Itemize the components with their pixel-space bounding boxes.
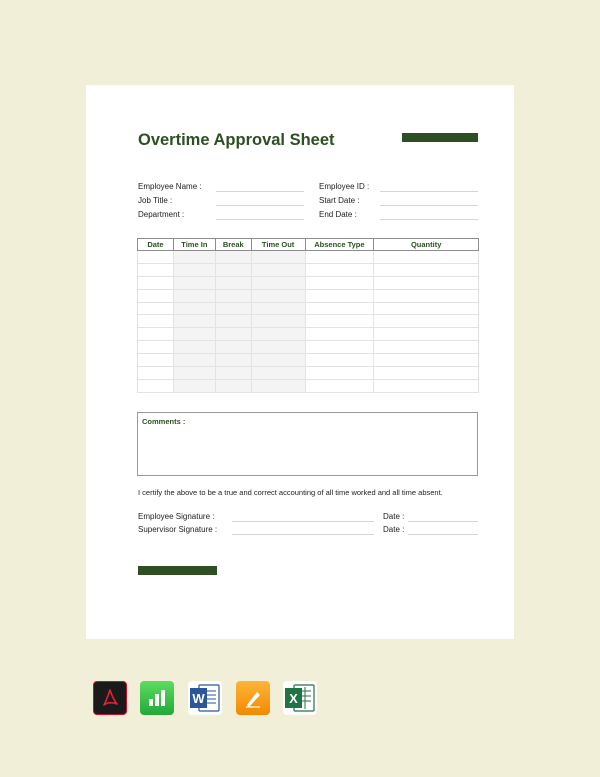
table-cell[interactable] [305,367,374,380]
table-cell[interactable] [305,263,374,276]
document-page [86,85,514,639]
table-cell[interactable] [251,263,305,276]
comments-box[interactable] [137,412,478,476]
table-cell[interactable] [251,341,305,354]
table-cell[interactable] [374,263,479,276]
table-row [138,251,479,264]
field-employee-name-line[interactable] [216,191,304,192]
table-cell[interactable] [173,289,215,302]
table-cell[interactable] [305,328,374,341]
table-cell[interactable] [251,251,305,264]
table-cell[interactable] [215,276,251,289]
table-cell[interactable] [251,328,305,341]
header-accent-bar [402,133,478,142]
table-cell[interactable] [173,302,215,315]
overtime-table [137,238,479,393]
table-cell[interactable] [215,328,251,341]
document-title: Overtime Approval Sheet [138,131,335,149]
column-header-quantity: Quantity [374,239,479,251]
table-cell[interactable] [173,354,215,367]
field-employee-id-line[interactable] [380,191,478,192]
table-cell[interactable] [138,315,174,328]
table-cell[interactable] [173,263,215,276]
table-cell[interactable] [305,251,374,264]
supervisor-signature-label: Supervisor Signature : [138,525,218,534]
field-start-date-line[interactable] [380,205,478,206]
field-job-title-line[interactable] [216,205,304,206]
table-cell[interactable] [138,367,174,380]
supervisor-signature-line[interactable] [232,534,374,535]
table-cell[interactable] [374,276,479,289]
field-end-date-label: End Date : [319,210,357,219]
table-cell[interactable] [173,315,215,328]
table-row [138,315,479,328]
field-employee-id-label: Employee ID : [319,182,370,191]
table-cell[interactable] [173,276,215,289]
table-cell[interactable] [173,379,215,392]
table-row [138,263,479,276]
field-start-date-label: Start Date : [319,196,360,205]
table-cell[interactable] [138,354,174,367]
table-cell[interactable] [173,251,215,264]
employee-signature-date-label: Date : [383,512,405,521]
column-header-break: Break [215,239,251,251]
table-cell[interactable] [251,367,305,380]
table-cell[interactable] [215,315,251,328]
excel-icon[interactable] [283,681,317,715]
table-cell[interactable] [173,341,215,354]
table-cell[interactable] [374,289,479,302]
table-cell[interactable] [374,354,479,367]
svg-text:W: W [192,691,205,706]
table-cell[interactable] [138,263,174,276]
table-cell[interactable] [251,379,305,392]
employee-signature-label: Employee Signature : [138,512,215,521]
table-cell[interactable] [215,251,251,264]
table-cell[interactable] [138,328,174,341]
field-employee-name-label: Employee Name : [138,182,202,191]
table-cell[interactable] [374,302,479,315]
table-cell[interactable] [173,328,215,341]
table-row [138,379,479,392]
table-row [138,276,479,289]
certification-statement: I certify the above to be a true and correct accounting of all time worked and all time absent. [138,488,443,497]
employee-signature-date-line[interactable] [408,521,478,522]
table-cell[interactable] [251,302,305,315]
table-cell[interactable] [215,341,251,354]
table-cell[interactable] [374,379,479,392]
table-cell[interactable] [374,328,479,341]
table-row [138,341,479,354]
field-job-title-label: Job Title : [138,196,173,205]
table-cell[interactable] [305,276,374,289]
table-cell[interactable] [305,302,374,315]
table-cell[interactable] [138,341,174,354]
table-cell[interactable] [305,354,374,367]
table-row [138,354,479,367]
table-cell[interactable] [138,276,174,289]
column-header-time-out: Time Out [251,239,305,251]
column-header-date: Date [138,239,174,251]
supervisor-signature-date-line[interactable] [408,534,478,535]
table-cell[interactable] [305,379,374,392]
table-cell[interactable] [374,315,479,328]
table-cell[interactable] [138,289,174,302]
employee-signature-line[interactable] [232,521,374,522]
footer-accent-bar [138,566,217,575]
comments-label: Comments : [142,417,186,426]
table-cell[interactable] [305,315,374,328]
numbers-icon[interactable] [140,681,174,715]
table-cell[interactable] [215,379,251,392]
table-cell[interactable] [374,367,479,380]
field-department-line[interactable] [216,219,304,220]
table-row [138,328,479,341]
table-row [138,302,479,315]
table-cell[interactable] [215,289,251,302]
field-end-date-line[interactable] [380,219,478,220]
table-cell[interactable] [215,367,251,380]
word-icon[interactable] [188,681,222,715]
table-row [138,367,479,380]
table-cell[interactable] [138,251,174,264]
pdf-icon[interactable] [93,681,127,715]
table-cell[interactable] [374,251,479,264]
table-cell[interactable] [215,302,251,315]
column-header-absence-type: Absence Type [305,239,374,251]
table-cell[interactable] [305,341,374,354]
table-cell[interactable] [305,289,374,302]
table-cell[interactable] [138,379,174,392]
column-header-time-in: Time In [173,239,215,251]
table-cell[interactable] [251,315,305,328]
table-cell[interactable] [251,354,305,367]
table-cell[interactable] [215,354,251,367]
field-department-label: Department : [138,210,185,219]
pages-icon[interactable] [236,681,270,715]
table-cell[interactable] [251,276,305,289]
table-cell[interactable] [138,302,174,315]
table-cell[interactable] [374,341,479,354]
svg-text:X: X [289,691,298,706]
table-row [138,289,479,302]
supervisor-signature-date-label: Date : [383,525,405,534]
table-cell[interactable] [173,367,215,380]
table-cell[interactable] [251,289,305,302]
table-cell[interactable] [215,263,251,276]
